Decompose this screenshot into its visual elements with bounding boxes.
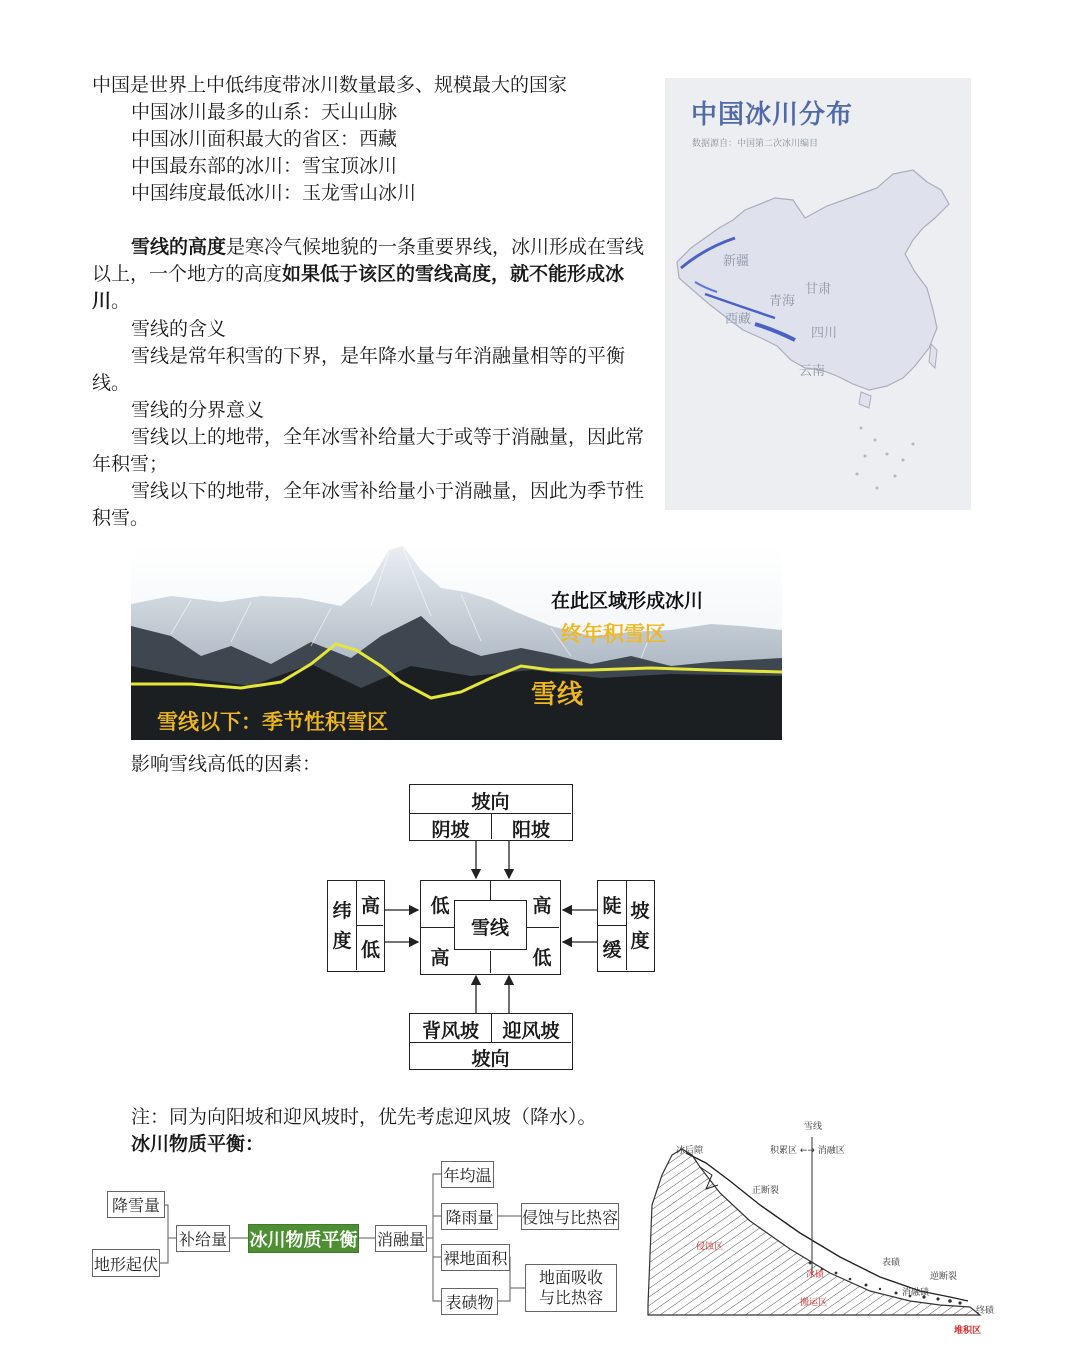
aspect-top-label: 坡向 [471, 791, 510, 813]
intro-fact: 中国纬度最低冰川：玉龙雪山冰川 [131, 182, 417, 204]
meaning-text: 雪线是常年积雪的下界，是年降水量与年消融量相等的平衡线。 [92, 345, 626, 394]
slope-label: 坡度 [630, 900, 650, 952]
snowline-bold-2: 如果低于该区的雪线高度，就不能形成冰川 [92, 263, 625, 312]
glacier-profile [640, 1115, 1000, 1340]
banner-seasonal: 雪线以下：季节性积雪区 [157, 710, 388, 734]
latitude-low: 低 [360, 939, 380, 961]
map-region-label: 西藏 [725, 312, 752, 327]
intro-heading: 中国是世界上中低纬度带冰川数量最多、规模最大的国家 [92, 74, 568, 96]
profile-terminal: 终碛 [976, 1306, 995, 1316]
snowline-paragraph: 雪线的高度是寒冷气候地貌的一条重要界线，冰川形成在雪线以上，一个地方的高度如果低于该区的雪线高度，就不能形成冰川。 [92, 236, 645, 312]
slope-gentle: 缓 [602, 939, 622, 961]
snowline-core-box [454, 900, 527, 950]
factors-title: 影响雪线高低的因素： [131, 753, 322, 775]
map-region-label: 甘肃 [805, 282, 832, 297]
melt-node: 消融量 [375, 1225, 427, 1252]
avg-temp-node: 年均温 [441, 1161, 494, 1188]
latitude-label: 纬度 [332, 900, 352, 952]
supply-node: 补给量 [176, 1225, 230, 1252]
map-source: 数据源自：中国第二次冰川编目 [692, 139, 819, 149]
meaning-title: 雪线的含义 [131, 318, 227, 340]
map-region-label: 青海 [769, 294, 796, 309]
shady-slope: 阴坡 [431, 819, 470, 841]
sunny-slope: 阳坡 [511, 819, 550, 841]
absorb-node: 地面吸收与比热容 [525, 1264, 617, 1312]
snowfall-node: 降雪量 [107, 1191, 165, 1218]
profile-transport-zone: 搬运区 [800, 1298, 828, 1308]
aspect-top-box [409, 784, 573, 841]
center-bottom-left: 高 [430, 947, 450, 969]
bare-area-node: 裸地面积 [441, 1244, 510, 1271]
intro-fact: 中国最东部的冰川：雪宝顶冰川 [131, 155, 398, 177]
intro-fact: 中国冰川面积最大的省区：西藏 [131, 128, 398, 150]
banner-snowline: 雪线 [531, 680, 584, 710]
glacier-map [665, 78, 971, 510]
moraine-node: 表碛物 [441, 1288, 498, 1315]
terrain-node: 地形起伏 [92, 1249, 160, 1277]
map-region-label: 云南 [799, 364, 826, 379]
profile-bergschrund: 冰后隙 [676, 1146, 704, 1156]
aspect-bottom-label: 坡向 [471, 1048, 510, 1070]
erosion-node: 侵蚀与比热容 [521, 1203, 619, 1230]
slope-box [597, 880, 655, 972]
profile-melt-moraine: 消融碛 [902, 1288, 930, 1298]
balance-center-node: 冰川物质平衡 [248, 1224, 359, 1253]
windward-slope: 迎风坡 [502, 1020, 560, 1042]
note-text: 注：同为向阳坡和迎风坡时，优先考虑迎风坡（降水）。 [131, 1106, 597, 1128]
profile-surface-moraine: 表碛 [882, 1258, 901, 1268]
snowline-photo [131, 546, 782, 740]
center-top-left: 低 [430, 895, 450, 917]
banner-perennial: 终年积雪区 [561, 622, 666, 646]
map-region-label: 四川 [811, 326, 838, 341]
snowline-bold: 雪线的高度 [131, 236, 227, 258]
profile-deposit-zone: 堆积区 [954, 1326, 982, 1336]
profile-reverse-fault: 逆断裂 [930, 1272, 958, 1282]
profile-erosion-zone: 侵蚀区 [696, 1242, 724, 1252]
profile-ice-moraine: 冰碛 [806, 1270, 825, 1280]
leeward-slope: 背风坡 [421, 1020, 479, 1042]
center-top-right: 高 [532, 895, 552, 917]
snowline-core-label: 雪线 [470, 917, 509, 939]
map-region-label: 新疆 [723, 254, 750, 269]
banner-glacier-zone: 在此区域形成冰川 [551, 590, 704, 612]
below-snowline-text: 雪线以下的地带，全年冰雪补给量小于消融量，因此为季节性积雪。 [92, 480, 645, 529]
map-title: 中国冰川分布 [691, 100, 854, 130]
latitude-box [327, 880, 385, 972]
intro-fact: 中国冰川最多的山系：天山山脉 [131, 101, 398, 123]
latitude-high: 高 [360, 895, 380, 917]
rainfall-node: 降雨量 [441, 1203, 498, 1230]
slope-steep: 陡 [602, 895, 622, 917]
profile-snowline: 雪线 [804, 1122, 823, 1132]
balance-title: 冰川物质平衡： [131, 1133, 265, 1155]
profile-accum-melt: 积累区 ←→ 消融区 [770, 1146, 845, 1156]
above-snowline-text: 雪线以上的地带，全年冰雪补给量大于或等于消融量，因此常年积雪； [92, 426, 645, 475]
center-bottom-right: 低 [532, 947, 552, 969]
profile-normal-fault: 正断裂 [752, 1186, 780, 1196]
significance-title: 雪线的分界意义 [131, 399, 265, 421]
aspect-bottom-box [409, 1013, 573, 1070]
